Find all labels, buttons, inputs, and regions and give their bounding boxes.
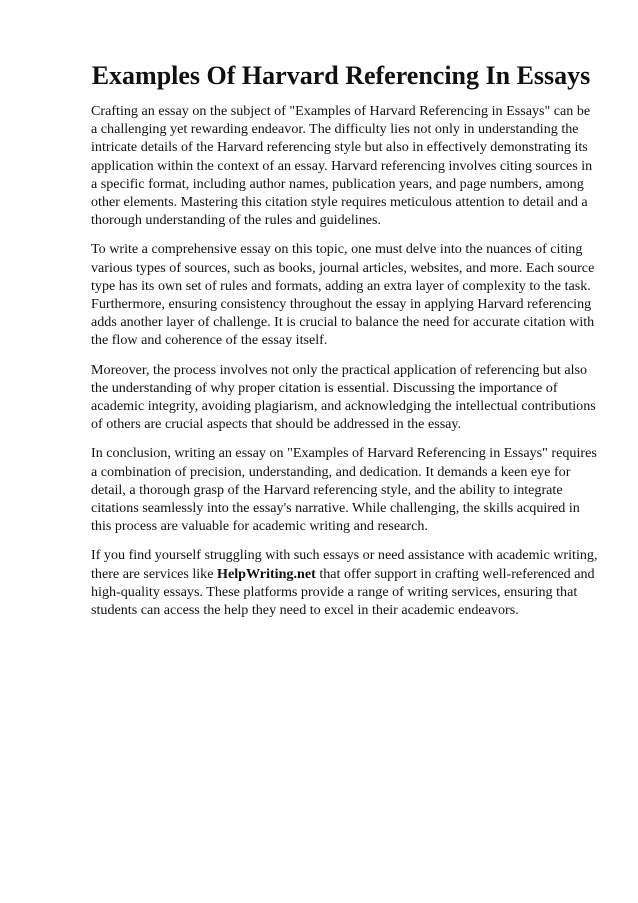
- paragraph-2: To write a comprehensive essay on this topic, one must delve into the nuances of citing various types of sources, such as books, journal articles, websites, and more. Each source type has its own set of rules and formats, adding an extra layer of complexity to the task. Furthermore, ensuring consistency throughout the essay in applying Harvard referencing adds another layer of challenge. It is crucial to balance the need for accurate citation with the flow and coherence of the essay itself.: [91, 241, 595, 349]
- document-body: [91, 102, 599, 630]
- brand-name: HelpWriting.net: [217, 565, 316, 582]
- paragraph-5-before: If you find yourself struggling with such essays or need assistance with academic writing, there are services like: [91, 547, 598, 582]
- paragraph-1: Crafting an essay on the subject of "Examples of Harvard Referencing in Essays" can be a challenging yet rewarding endeavor. The difficulty lies not only in understanding the intricate details of the Harvard referencing style but also in effectively demonstrating its application within the context of an essay. Harvard referencing involves citing sources in a specific format, including author names, publication years, and page numbers, among other elements. Mastering this citation style requires meticulous attention to detail and a thorough understanding of the rules and guidelines.: [91, 103, 593, 229]
- paragraph-4: In conclusion, writing an essay on "Examples of Harvard Referencing in Essays" requires a combination of precision, understanding, and dedication. It demands a keen eye for detail, a thorough grasp of the Harvard referencing style, and the ability to integrate citations seamlessly into the essay's narrative. While challenging, the skills acquired in this process are valuable for academic writing and research.: [91, 445, 597, 535]
- paragraph-3: Moreover, the process involves not only the practical application of referencing but also the understanding of why proper citation is essential. Discussing the importance of academic integrity, avoiding plagiarism, and acknowledging the intellectual contributions of others are crucial aspects that should be addressed in the essay.: [91, 361, 596, 433]
- paragraph-5-after: that offer support in crafting well-referenced and high-quality essays. These platforms provide a range of writing services, ensuring that students can access the help they need to excel in their academic endeavors.: [91, 565, 595, 619]
- paragraph-5: [91, 546, 599, 619]
- document-title: Examples Of Harvard Referencing In Essays: [91, 61, 591, 90]
